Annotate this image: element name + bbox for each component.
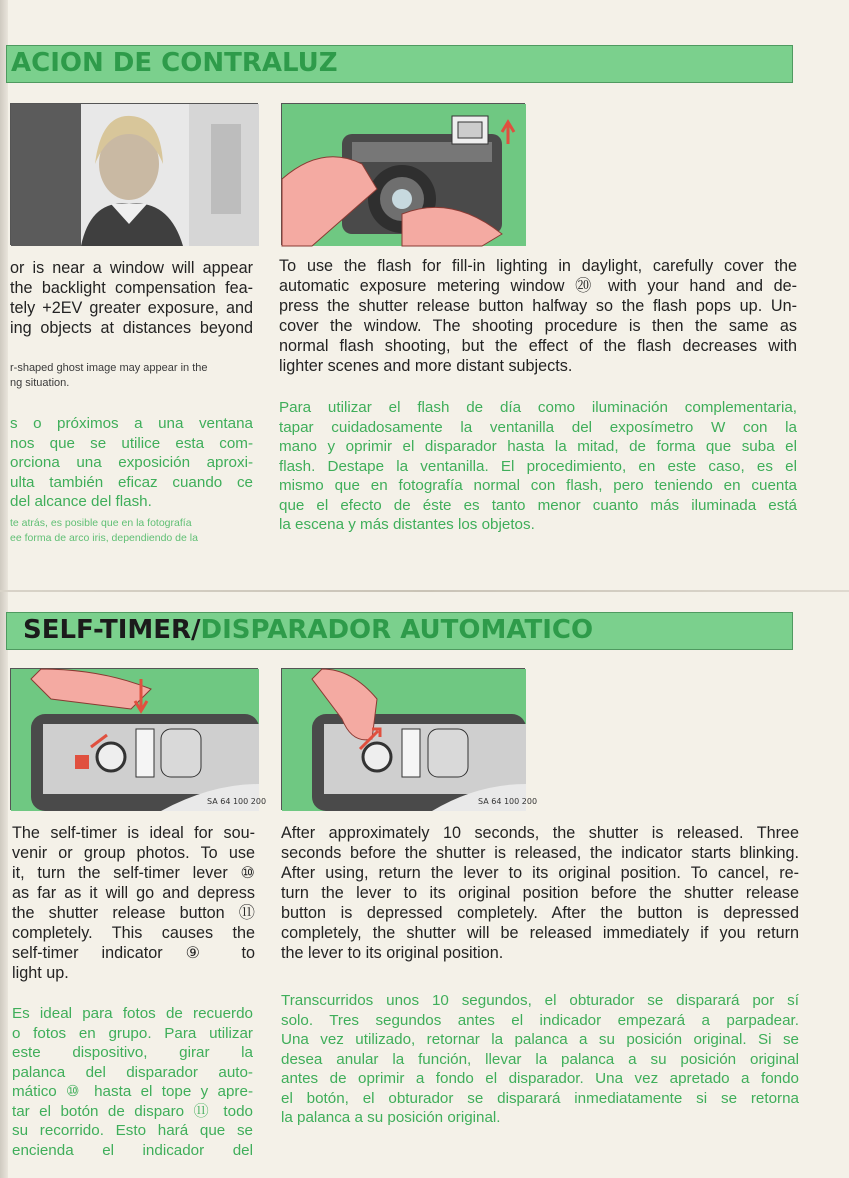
text-line: flash. Destape la ventanilla. El procedimiento, en este caso, es el (279, 457, 797, 475)
text-line: encienda el indicador del (12, 1141, 253, 1159)
self-timer-lever-illustration (10, 668, 267, 810)
text-line: desea anular la función, llevar la palanca a su posición original (281, 1050, 799, 1068)
text-line: lighter scenes and more distant subjects. (279, 357, 573, 375)
text-line: tapar cuidadosamente la ventanilla del exposímetro W con la (279, 418, 797, 436)
banner-title-self-timer (23, 615, 593, 645)
text-line: button is depressed completely. After the button is depressed (281, 904, 799, 922)
text-line: To use the flash for fill-in lighting in daylight, carefully cover the (279, 257, 797, 275)
backlight-es-text (10, 414, 253, 512)
text-line: o fotos en grupo. Para utilizar (12, 1024, 253, 1042)
text-line: After using, return the lever to its original position. To cancel, re- (281, 864, 799, 882)
text-line: the backlight compensation fea- (10, 279, 253, 297)
text-line: the shutter release button ⑪ (12, 904, 255, 922)
text-line: it, turn the self-timer lever ⑩ (12, 864, 255, 882)
text-line: palanca del disparador auto- (12, 1063, 253, 1081)
text-line: mático ⑩ hasta el tope y apre- (12, 1083, 253, 1100)
backlight-en-note (10, 361, 255, 391)
text-line: su recorrido. Esto hará que se (12, 1122, 253, 1139)
text-line: completely, the shutter will be released immediately if you return (281, 924, 799, 942)
text-line: or is near a window will appear (10, 259, 253, 277)
text-line: mismo que en fotografía normal con flash, pero teniendo en cuenta (279, 477, 797, 494)
text-line: self-timer indicator ⑨ to (12, 944, 255, 962)
note-line: ee forma de arco iris, dependiendo de la (10, 532, 198, 544)
text-line: la palanca a su posición original. (281, 1109, 501, 1126)
self-timer-after-en-text (281, 823, 799, 963)
text-line: la escena y más distantes los objetos. (279, 516, 535, 533)
text-line: este dispositivo, girar la (12, 1044, 253, 1061)
text-line: orciona una exposición aproxi- (10, 454, 253, 471)
text-line: que el efecto de éste es tanto menor cuanto más iluminada está (279, 496, 797, 514)
text-line: el botón, el obturador se disparará inmediatamente si se retorna (281, 1089, 799, 1107)
note-line: ng situation. (10, 377, 70, 389)
text-line: ulta también eficaz cuando ce (10, 473, 253, 491)
flash-en-text (279, 256, 797, 376)
backlight-en-text (10, 258, 253, 338)
text-line: normal flash shooting, but the effect of the flash decreases with (279, 337, 797, 355)
text-line: automatic exposure metering window ⑳ with your hand and de- (279, 277, 797, 295)
backlight-es-note (10, 516, 255, 546)
text-line: nos que se utilice esta com- (10, 434, 253, 452)
banner-title-backlight: ACION DE CONTRALUZ (11, 48, 338, 78)
text-line: Para utilizar el flash de día como iluminación complementaria, (279, 399, 797, 416)
banner-title-en: SELF-TIMER/ (23, 615, 201, 645)
text-line: light up. (12, 964, 69, 982)
dial-label: SA 64 100 200 (478, 797, 538, 806)
text-line: After approximately 10 seconds, the shutter is released. Three (281, 824, 799, 842)
text-line: venir or group photos. To use (12, 844, 255, 862)
text-line: seconds before the shutter is released, the indicator starts blinking. (281, 844, 799, 862)
portrait-photo (10, 103, 258, 245)
paper-edge (0, 0, 8, 1178)
section-banner-backlight (6, 45, 793, 83)
self-timer-es-text (12, 1004, 253, 1160)
note-line: te atrás, es posible que en la fotografía (10, 517, 192, 529)
portrait-illustration (11, 104, 259, 246)
flash-illustration (281, 103, 525, 245)
text-line: ing objects at distances beyond (10, 319, 253, 337)
text-line: del alcance del flash. (10, 493, 152, 510)
dial-label: SA 64 100 200 (207, 797, 267, 806)
text-line: completely. This causes the (12, 924, 255, 942)
text-line: mano y oprimir el disparador hasta la mitad, de forma que suba el (279, 438, 797, 455)
text-line: tely +2EV greater exposure, and (10, 299, 253, 317)
camera-flash-illustration (282, 104, 526, 246)
text-line: Una vez utilizado, retornar la palanca a su posición original. Si se (281, 1031, 799, 1048)
text-line: The self-timer is ideal for sou- (12, 824, 255, 842)
banner-title-es: DISPARADOR AUTOMATICO (200, 615, 594, 645)
text-line: Transcurridos unos 10 segundos, el obturador se disparará por sí (281, 992, 799, 1009)
self-timer-illustration-left (11, 669, 267, 811)
text-line: Es ideal para fotos de recuerdo (12, 1005, 253, 1022)
page-fold (0, 590, 849, 592)
self-timer-en-text (12, 823, 255, 983)
text-line: cover the window. The shooting procedure is then the same as (279, 317, 797, 335)
text-line: s o próximos a una ventana (10, 415, 253, 432)
self-timer-after-es-text (281, 991, 799, 1128)
text-line: tar el botón de disparo ⑪ todo (12, 1102, 253, 1120)
section-banner-self-timer (6, 612, 793, 650)
note-line: r-shaped ghost image may appear in the (10, 362, 208, 374)
text-line: solo. Tres segundos antes el indicador empezará a parpadear. (281, 1011, 799, 1029)
text-line: antes de oprimir a fondo el disparador. Una vez apretado a fondo (281, 1070, 799, 1087)
flash-es-text (279, 398, 797, 535)
self-timer-return-illustration (281, 668, 538, 810)
self-timer-illustration-right (282, 669, 538, 811)
text-line: the lever to its original position. (281, 944, 504, 962)
text-line: as far as it will go and depress (12, 884, 255, 902)
text-line: turn the lever to its original position before the shutter release (281, 884, 799, 902)
text-line: press the shutter release button halfway so the flash pops up. Un- (279, 297, 797, 315)
